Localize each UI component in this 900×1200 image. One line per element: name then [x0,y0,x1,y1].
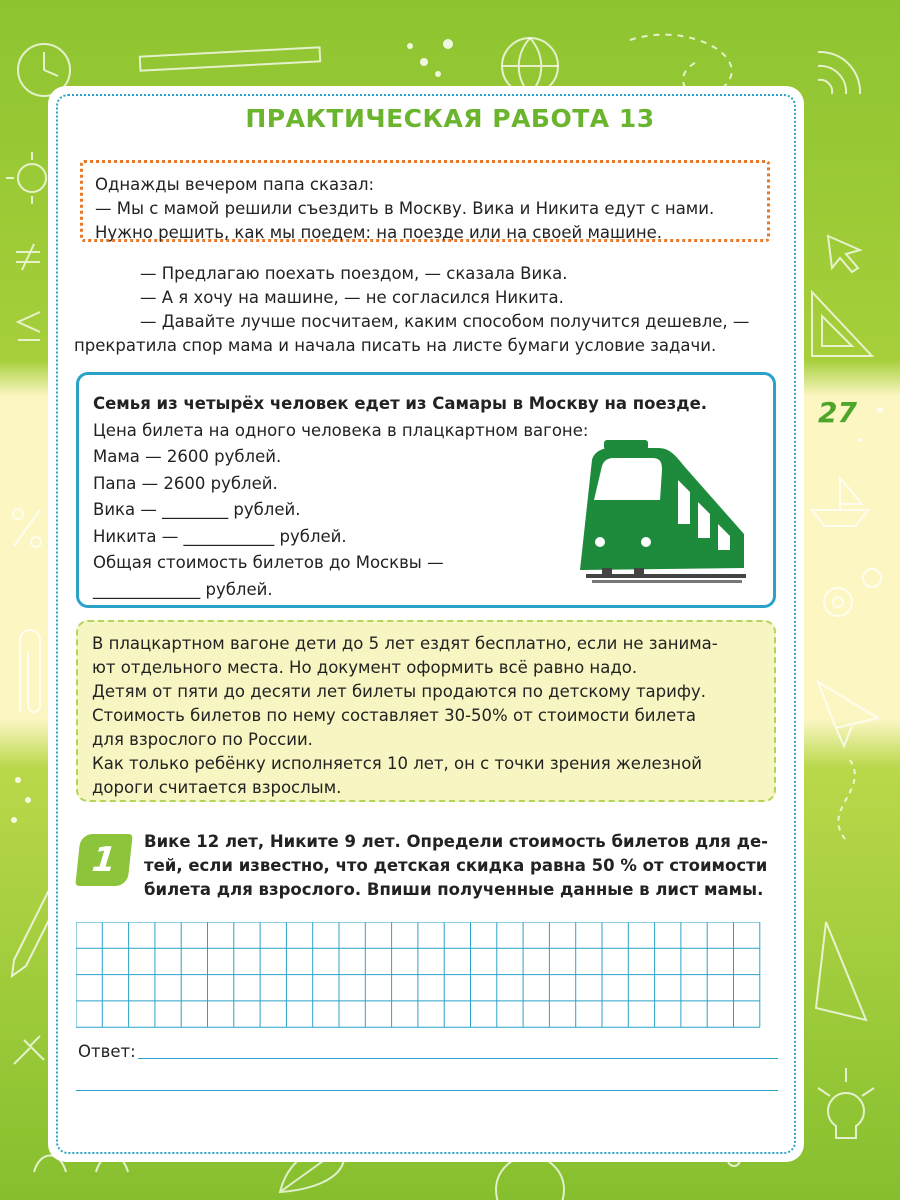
speech-line: — Давайте лучше посчитаем, каким способом получится дешевле, — [140,312,750,331]
question-text [144,830,784,902]
task-line: Папа — 2600 рублей. [93,473,278,493]
task-line: Общая стоимость билетов до Москвы — [93,553,444,572]
info-line: Стоимость билетов по нему составляет 30-50% от стоимости билета [92,706,696,725]
info-line: В плацкартном вагоне дети до 5 лет ездят бесплатно, если не занима- [92,634,718,653]
info-line: ют отдельного места. Но документ оформить всё равно надо. [92,658,638,677]
dialog-line: — Мы с мамой решили съездить в Москву. Вика и Никита едут с нами. [95,199,715,218]
dialog-box [80,160,770,242]
set-square-doodle [812,292,872,356]
pin-doodle [14,1036,44,1064]
info-line: для взрослого по России. [92,730,313,749]
task-line: Цена билета на одного человека в плацкартном вагоне: [93,420,589,440]
task-heading: Семья из четырёх человек едет из Самары в Москву на поезде. [93,394,708,413]
speech-line: — Предлагаю поехать поездом, — сказала Вика. [140,264,568,283]
paper-plane-doodle [818,682,878,746]
info-box [76,620,776,802]
boat-doodle [812,478,868,526]
question-number-badge: 1 [75,834,132,886]
speech-line: — А я хочу на машине, — не согласился Никита. [140,288,564,307]
info-line: дороги считается взрослым. [92,778,342,797]
question-line: Вике 12 лет, Никите 9 лет. Определи стоимость билетов для де- [144,832,769,851]
task-line-vika: Вика — ________ рублей. [93,500,301,519]
info-line: Как только ребёнку исполняется 10 лет, он с точки зрения железной [92,754,703,773]
ruler-doodle [140,47,320,70]
speech-line: прекратила спор мама и начала писать на листе бумаги условие задачи. [74,336,717,355]
page-number: 27 [818,396,857,429]
ball-doodle [496,1156,564,1200]
answer-line[interactable] [138,1058,778,1059]
cursor-doodle [828,236,860,272]
task-line-nikita: Никита — ___________ рублей. [93,526,347,546]
task-line: Мама — 2600 рублей. [93,447,282,466]
not-equal-doodle [16,244,40,270]
answer-line-extra[interactable] [76,1090,778,1091]
question-line: тей, если известно, что детская скидка равна 50 % от стоимости [144,856,768,875]
answer-label: Ответ: [78,1042,136,1061]
question-line: билета для взрослого. Впиши полученные данные в лист мамы. [144,880,764,899]
percent-doodle [13,509,41,547]
paperclip-doodle [20,630,40,712]
sun-doodle [18,164,46,192]
task-line-total: _____________ рублей. [93,579,273,599]
info-line: Детям от пяти до десяти лет билеты продаются по детскому тарифу. [92,682,706,701]
work-grid[interactable] [76,922,762,1028]
page-title: ПРАКТИЧЕСКАЯ РАБОТА 13 [245,104,655,133]
gear-doodle [824,588,852,616]
dialog-line: Нужно решить, как мы поедем: на поезде или на своей машине. [95,223,663,242]
triangle-doodle [816,922,866,1020]
train-icon [572,440,754,590]
less-equal-doodle [18,312,40,340]
wifi-doodle [818,52,860,94]
speech-paragraph [74,262,784,358]
dialog-line: Однажды вечером папа сказал: [95,175,375,194]
bulb-doodle [818,1068,874,1138]
